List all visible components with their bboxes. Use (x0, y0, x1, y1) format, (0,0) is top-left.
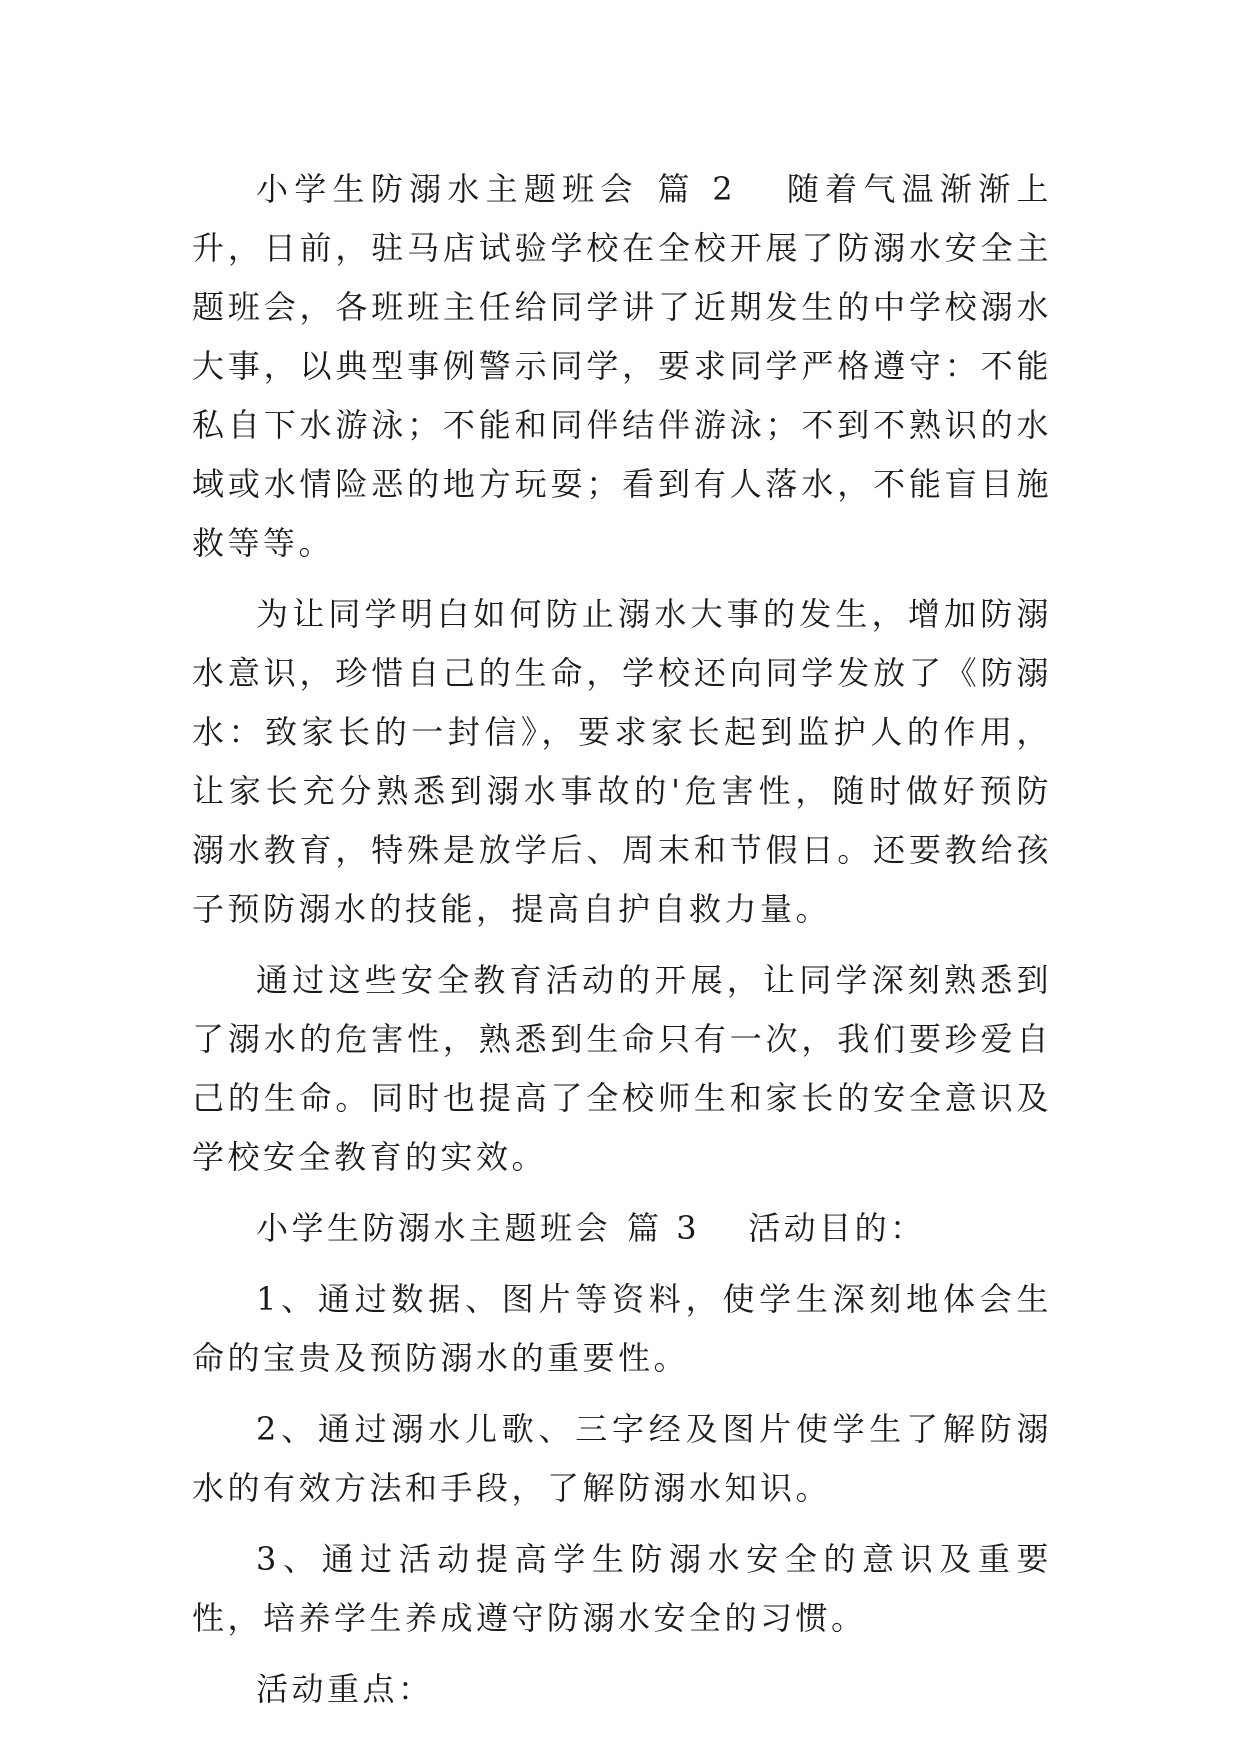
paragraph-section-3-intro (192, 1199, 1052, 1258)
list-item-goal-1 (192, 1270, 1052, 1388)
document-body (192, 160, 1052, 1731)
paragraph-text: 1、通过数据、图片等资料，使学生深刻地体会生命的宝贵及预防溺水的重要性。 (192, 1280, 1052, 1377)
paragraph-section-2-intro (192, 160, 1052, 573)
paragraph-letter-to-parents (192, 585, 1052, 939)
section-number: 篇 3 (627, 1209, 701, 1247)
paragraph-text: 为让同学明白如何防止溺水大事的发生，增加防溺水意识，珍惜自己的生命，学校还向同学发放了《防溺水：致家长的一封信》，要求家长起到监护人的作用，让家长充分熟悉到溺水事故的'危害性，随时做好预防溺水教育，特殊是放学后、周末和节假日。还要教给孩子预防溺水的技能，提高自护自救力量。 (192, 595, 1052, 928)
paragraph-outcome (192, 951, 1052, 1187)
paragraph-key-points-heading (192, 1660, 1052, 1719)
section-heading: 小学生防溺水主题班会 (256, 1209, 612, 1247)
paragraph-text: 活动重点： (256, 1670, 434, 1708)
section-heading: 小学生防溺水主题班会 (256, 170, 639, 208)
paragraph-text: 随着气温渐渐上升，日前，驻马店试验学校在全校开展了防溺水安全主题班会，各班班主任给同学讲了近期发生的中学校溺水大事，以典型事例警示同学，要求同学严格遵守：不能私自下水游泳；不能和同伴结伴游泳；不到不熟识的水域或水情险恶的地方玩耍；看到有人落水，不能盲目施救等等。 (192, 170, 1052, 562)
paragraph-text: 通过这些安全教育活动的开展，让同学深刻熟悉到了溺水的危害性，熟悉到生命只有一次，我们要珍爱自己的生命。同时也提高了全校师生和家长的安全意识及学校安全教育的实效。 (192, 961, 1052, 1176)
list-item-goal-3 (192, 1530, 1052, 1648)
section-number: 篇 2 (654, 170, 737, 208)
paragraph-text: 2、通过溺水儿歌、三字经及图片使学生了解防溺水的有效方法和手段，了解防溺水知识。 (192, 1410, 1052, 1507)
paragraph-text: 活动目的： (748, 1209, 926, 1247)
paragraph-text: 3、通过活动提高学生防溺水安全的意识及重要性，培养学生养成遵守防溺水安全的习惯。 (192, 1540, 1052, 1637)
list-item-goal-2 (192, 1400, 1052, 1518)
